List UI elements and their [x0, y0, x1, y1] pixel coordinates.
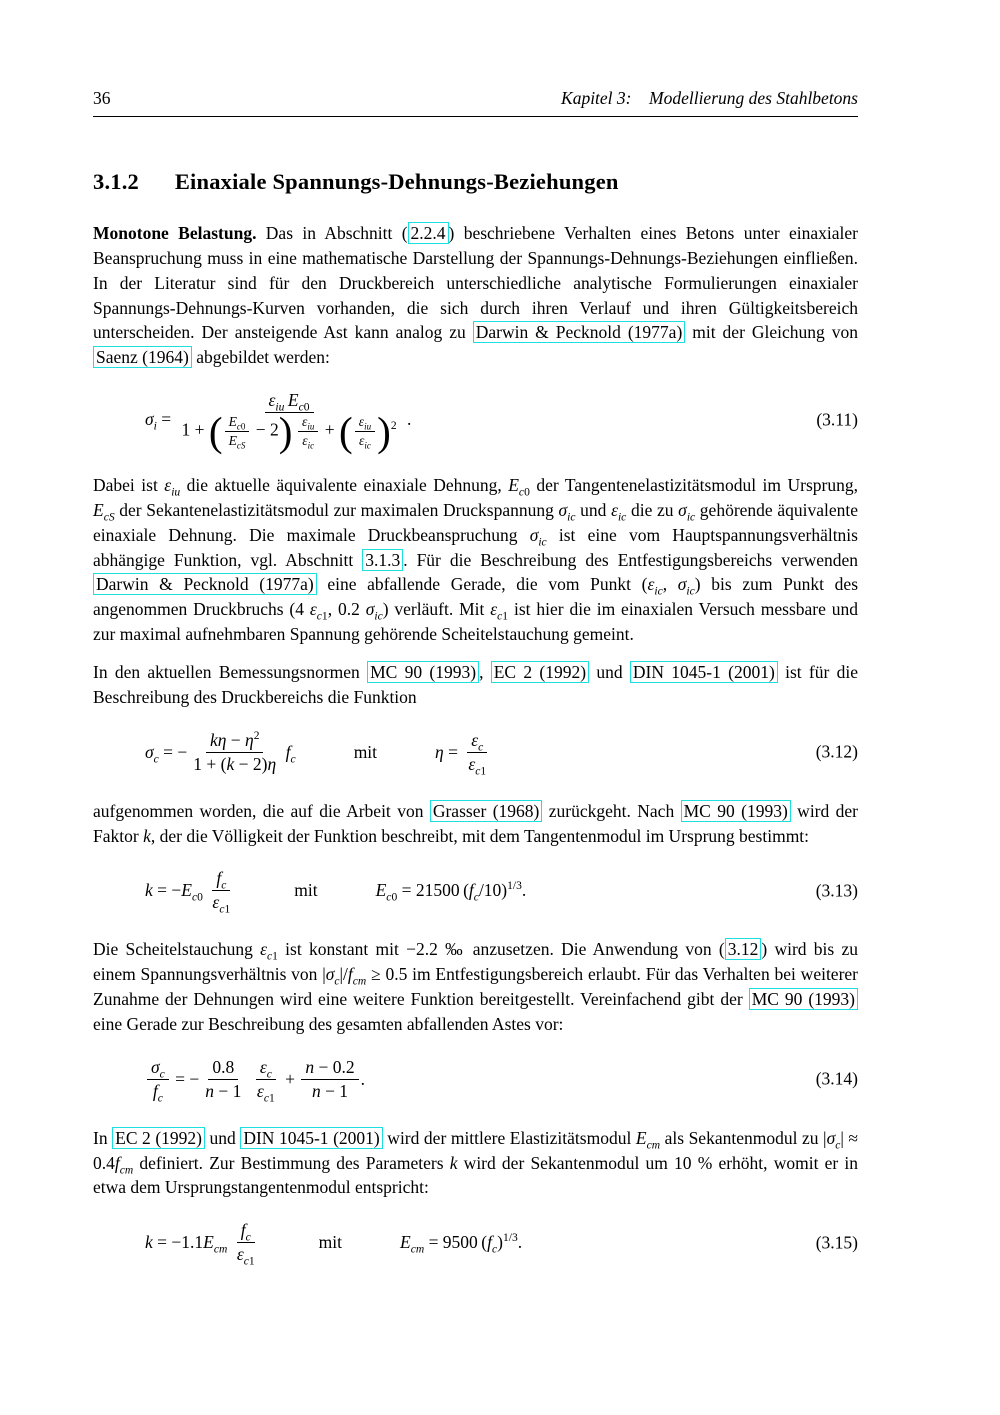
math-inline: $E_{c0}$	[228, 414, 246, 432]
equation-number: (3.15)	[815, 1232, 858, 1253]
math-inline: $E_{cS}$	[93, 499, 115, 524]
fraction-denominator	[177, 408, 400, 455]
equation-3-14	[93, 1056, 858, 1105]
text-run: ist für die Beschreibung des Druckbereichs die Funktion	[93, 661, 859, 707]
fraction-numerator	[208, 1057, 238, 1080]
text-run: der Tangentenelastizitätsmodul im Ursprung,	[529, 475, 858, 496]
math-inline: $E_{cm} = 9500$ $(f_c)^{1/3}$.	[400, 1232, 523, 1256]
citation-link[interactable]: Darwin & Pecknold (1977a)	[473, 321, 686, 343]
fraction	[253, 1056, 279, 1105]
math-inline: n − 0.2	[305, 1056, 355, 1077]
text-run: ) bis zum Punkt des angenommen Druckbruchs (4	[93, 574, 859, 620]
fraction-numerator	[256, 1057, 276, 1080]
equation-body	[145, 868, 527, 916]
text-run: definiert. Zur Bestimmung des Parameters	[133, 1152, 450, 1173]
math-inline: $\varepsilon_{ic}$, $\sigma_{ic}$	[647, 574, 695, 598]
text-run: , 0.2	[327, 599, 366, 620]
math-inline: .	[360, 1068, 365, 1089]
math-inline: $f_c$	[240, 1220, 251, 1244]
fraction-denominator	[208, 891, 234, 916]
citation-link[interactable]: MC 90 (1993)	[367, 661, 479, 683]
math-inline: n − 1	[311, 1080, 349, 1101]
math-inline: $\varepsilon_{iu}$	[358, 414, 372, 432]
equation-number: (3.11)	[816, 409, 858, 430]
citation-link[interactable]: 3.12	[725, 938, 762, 960]
math-inline: $|\sigma_c| \approx 0.4f_{cm}$	[93, 1127, 858, 1177]
text-run: zurückgeht. Nach	[542, 800, 681, 821]
text-run: und	[575, 499, 612, 520]
math-inline: $\varepsilon_c$	[471, 729, 484, 754]
math-inline: 1 +	[181, 419, 209, 440]
citation-link[interactable]: MC 90 (1993)	[749, 988, 858, 1010]
math-inline: $\varepsilon_{c1}$	[309, 599, 328, 623]
math-inline: $f_c$	[285, 741, 296, 766]
fraction	[301, 1057, 358, 1102]
fraction-denominator	[149, 1080, 167, 1105]
fraction	[225, 414, 250, 449]
fraction	[464, 729, 490, 778]
fraction-numerator	[298, 414, 318, 432]
citation-link[interactable]: MC 90 (1993)	[681, 800, 791, 822]
equation-3-15	[93, 1220, 858, 1268]
text-run: ist eine vom Hauptspannungsverhältnis abhängige Funktion, vgl. Abschnitt	[93, 524, 858, 570]
fraction	[355, 414, 375, 449]
text-run: mit der Gleichung von	[685, 322, 858, 343]
fraction	[233, 1220, 259, 1268]
math-inline: $\sigma_{ic}$	[678, 499, 696, 524]
math-inline: − 2	[251, 419, 279, 440]
text-run: abgebildet werden:	[191, 347, 330, 368]
equation-body	[145, 1220, 523, 1268]
text-run: wird der Sekantenmodul um 10 % erhöht, womit er in etwa dem Ursprungstangentenmodul entspricht:	[93, 1152, 859, 1198]
fraction	[177, 390, 400, 455]
section-title: Einaxiale Spannungs-Dehnungs-Beziehungen	[174, 169, 619, 194]
text-run: . Für die Beschreibung des Entfestigungsbereichs verwenden	[403, 549, 858, 570]
fraction-denominator	[464, 753, 490, 778]
math-inline: η =	[435, 741, 463, 762]
paragraph-scheitelstauchung	[93, 937, 858, 1036]
fraction	[201, 1057, 245, 1102]
text-run: mit	[353, 741, 378, 762]
fraction-denominator	[201, 1080, 245, 1102]
citation-link[interactable]: 2.2.4	[408, 222, 449, 244]
text-run: eine abfallende Gerade, die vom Punkt (	[316, 574, 648, 595]
math-inline: $\varepsilon_{iu}$	[164, 475, 181, 499]
big-paren: )	[377, 408, 391, 455]
big-paren: (	[339, 408, 353, 455]
citation-link[interactable]: DIN 1045-1 (2001)	[240, 1127, 382, 1149]
text-run: wird der mittlere Elastizitätsmodul	[382, 1127, 636, 1148]
math-inline: $\sigma_i$ =	[145, 409, 176, 433]
citation-link[interactable]: Saenz (1964)	[93, 346, 192, 368]
text-run: der Sekantenelastizitätsmodul zur maximalen Druckspannung	[114, 499, 559, 520]
math-inline: n − 1	[205, 1080, 242, 1101]
citation-link[interactable]: EC 2 (1992)	[491, 661, 589, 683]
math-inline	[247, 1069, 251, 1090]
math-inline: $k = -E_{c0}$	[145, 880, 203, 904]
section-number: 3.1.2	[93, 169, 139, 194]
math-inline: $E_{c0} = 21500$ $(f_c/10)^{1/3}$.	[375, 880, 527, 904]
text-run: Die Scheitelstauchung	[93, 939, 261, 960]
text-run: ) beschriebene Verhalten eines Betons unter einaxialer Beanspruchung muss in eine mathematische Darstellung der Spannungs-Dehnungs-Beziehungen einfließen. In der Literatur sind für den Druckbereich unterschiedliche analytische Formulierungen einaxialer Spannungs-Dehnungs-Kurven vorhanden, die sich durch ihren Verlauf und ihren Gültigkeitsbereich unterscheiden. Der ansteigende Ast kann analog zu	[93, 223, 858, 343]
big-paren: (	[208, 408, 223, 455]
math-inline: 1 + (k − 2)η	[193, 753, 277, 774]
math-inline: $f_c$	[216, 868, 227, 892]
math-inline: k	[449, 1152, 458, 1173]
paragraph-bemessungsnormen	[93, 660, 858, 710]
text-run: eine Gerade zur Beschreibung des gesamten abfallenden Astes vor:	[93, 1013, 564, 1034]
equation-body	[145, 729, 492, 778]
math-inline: $\varepsilon_{c1}$	[212, 892, 231, 916]
math-inline: $\sigma_c$	[151, 1056, 165, 1081]
math-inline: $f_c$	[152, 1080, 163, 1105]
equation-number: (3.14)	[815, 1068, 858, 1089]
fraction-denominator	[308, 1080, 352, 1102]
text-run: mit	[294, 880, 318, 901]
math-inline: $\sigma_{ic}$	[365, 599, 383, 623]
fraction-numerator	[237, 1220, 255, 1243]
math-inline: $\varepsilon_{ic}$	[611, 499, 627, 524]
fraction	[208, 868, 234, 916]
page-header	[93, 88, 858, 117]
citation-link[interactable]: DIN 1045-1 (2001)	[630, 661, 778, 683]
math-inline: $\varepsilon_{c1}$	[468, 753, 487, 778]
page-number: 36	[93, 88, 111, 108]
math-inline: $\varepsilon_{iu}$	[302, 414, 315, 432]
fraction-denominator	[233, 1243, 259, 1268]
math-inline: k	[143, 825, 151, 846]
equation-number: (3.12)	[815, 741, 858, 762]
math-inline: $E_{c0}$	[508, 475, 530, 499]
text-run: die aktuelle äquivalente einaxiale Dehnung,	[180, 475, 509, 496]
fraction-numerator	[212, 868, 230, 891]
fraction-denominator	[298, 432, 318, 449]
paragraph-elastizitaetsmodul	[93, 1126, 858, 1201]
fraction-denominator	[355, 432, 375, 449]
math-inline: 0.8	[212, 1056, 235, 1077]
paragraph-dabei-ist	[93, 473, 858, 647]
equation-3-13	[93, 868, 858, 916]
text-run: aufgenommen worden, die auf die Arbeit von	[93, 800, 430, 821]
math-inline	[292, 420, 296, 440]
equation-body	[145, 1056, 365, 1105]
text-run: mit	[318, 1232, 343, 1253]
text-run: In den aktuellen Bemessungsnormen	[93, 661, 368, 682]
text-run: als Sekantenmodul zu	[660, 1127, 824, 1148]
equation-number: (3.13)	[815, 880, 858, 901]
text-run: , der die Völligkeit der Funktion beschreibt, mit dem Tangentenmodul im Ursprung bestimmt:	[150, 825, 810, 846]
paragraph-aufgenommen	[93, 799, 858, 849]
text-run: wird der Faktor	[93, 800, 858, 846]
citation-link[interactable]: 3.1.3	[362, 549, 403, 571]
text-run: gehörende äquivalente einaxiale Dehnung. Die maximale Druckbeanspruchung	[93, 499, 858, 545]
math-inline: $\sigma_{ic}$	[529, 524, 547, 549]
text-run: die zu	[626, 499, 679, 520]
fraction-numerator	[467, 730, 487, 753]
text-run: ist hier die im einaxialen Versuch messbare und zur maximal aufnehmbaren Spannung gehörende Scheitelstauchung gemeint.	[93, 599, 859, 645]
text-run: ) verläuft. Mit	[382, 599, 491, 620]
math-inline: $\varepsilon_{iu}$ $E_{c0}$	[268, 390, 310, 414]
section-heading	[93, 169, 858, 195]
math-inline: $\varepsilon_c$	[259, 1056, 272, 1081]
fraction-numerator	[225, 414, 250, 432]
citation-link[interactable]: Grasser (1968)	[430, 800, 543, 822]
equation-body	[145, 390, 412, 455]
math-inline: $\varepsilon_{c1}$	[256, 1080, 275, 1105]
math-inline: $\varepsilon_{ic}$	[358, 433, 371, 451]
text-run: und	[589, 661, 630, 682]
math-inline: = −	[170, 1068, 200, 1089]
math-inline: $E_{cm}$	[635, 1127, 661, 1152]
equation-3-12	[93, 729, 858, 778]
big-paren: )	[278, 408, 293, 455]
math-inline: +	[280, 1068, 300, 1089]
math-inline: $\varepsilon_{c1}$	[490, 599, 509, 623]
fraction-denominator	[189, 753, 280, 775]
math-inline: 2	[390, 419, 397, 432]
text-run: Dabei ist	[93, 475, 165, 496]
fraction	[189, 730, 280, 775]
math-inline: $E_{cS}$	[228, 433, 246, 451]
fraction-numerator	[355, 414, 375, 432]
fraction	[147, 1056, 169, 1105]
text-run: ) wird bis zu einem Spannungsverhältnis von	[93, 939, 858, 985]
math-inline: $\sigma_c$ = −	[145, 741, 188, 766]
math-inline: +	[320, 419, 340, 440]
fraction-numerator	[206, 730, 264, 753]
math-inline: $\varepsilon_{c1}$	[236, 1244, 255, 1268]
text-run: ist konstant mit −2.2 ‰ anzusetzen. Die Anwendung von (	[277, 939, 725, 960]
math-inline: $\varepsilon_{ic}$	[302, 433, 315, 451]
fraction-denominator	[253, 1080, 279, 1105]
bold-run: Monotone Belastung.	[93, 223, 257, 243]
text-run: Das in Abschnitt (	[256, 223, 408, 243]
paragraph-monotone-belastung	[93, 221, 858, 370]
text-run: im Entfestigungsbereich erlaubt. Für das Verhalten bei weiterer Zunahme der Dehnungen wird eine weitere Funktion bereitgestellt. Vereinfachend gibt der	[93, 964, 858, 1010]
equation-3-11	[93, 390, 858, 455]
running-head: Kapitel 3: Modellierung des Stahlbetons	[561, 88, 858, 108]
citation-link[interactable]: Darwin & Pecknold (1977a)	[93, 573, 317, 595]
math-inline: .	[402, 409, 412, 430]
math-inline: $|\sigma_c|/f_{cm} \ge 0.5$	[322, 964, 408, 988]
fraction-numerator	[301, 1057, 358, 1080]
math-inline: $\varepsilon_{c1}$	[260, 939, 278, 963]
text-run: In	[93, 1127, 113, 1148]
text-run: und	[204, 1127, 241, 1148]
fraction	[298, 414, 318, 449]
text-run: ,	[479, 661, 491, 682]
fraction-numerator	[147, 1057, 169, 1080]
citation-link[interactable]: EC 2 (1992)	[112, 1127, 205, 1149]
fraction-denominator	[225, 432, 250, 449]
math-inline: $\sigma_{ic}$	[558, 499, 576, 524]
math-inline: $k\eta - \eta^2$	[209, 729, 260, 750]
math-inline: $k = -1.1E_{cm}$	[145, 1232, 228, 1256]
